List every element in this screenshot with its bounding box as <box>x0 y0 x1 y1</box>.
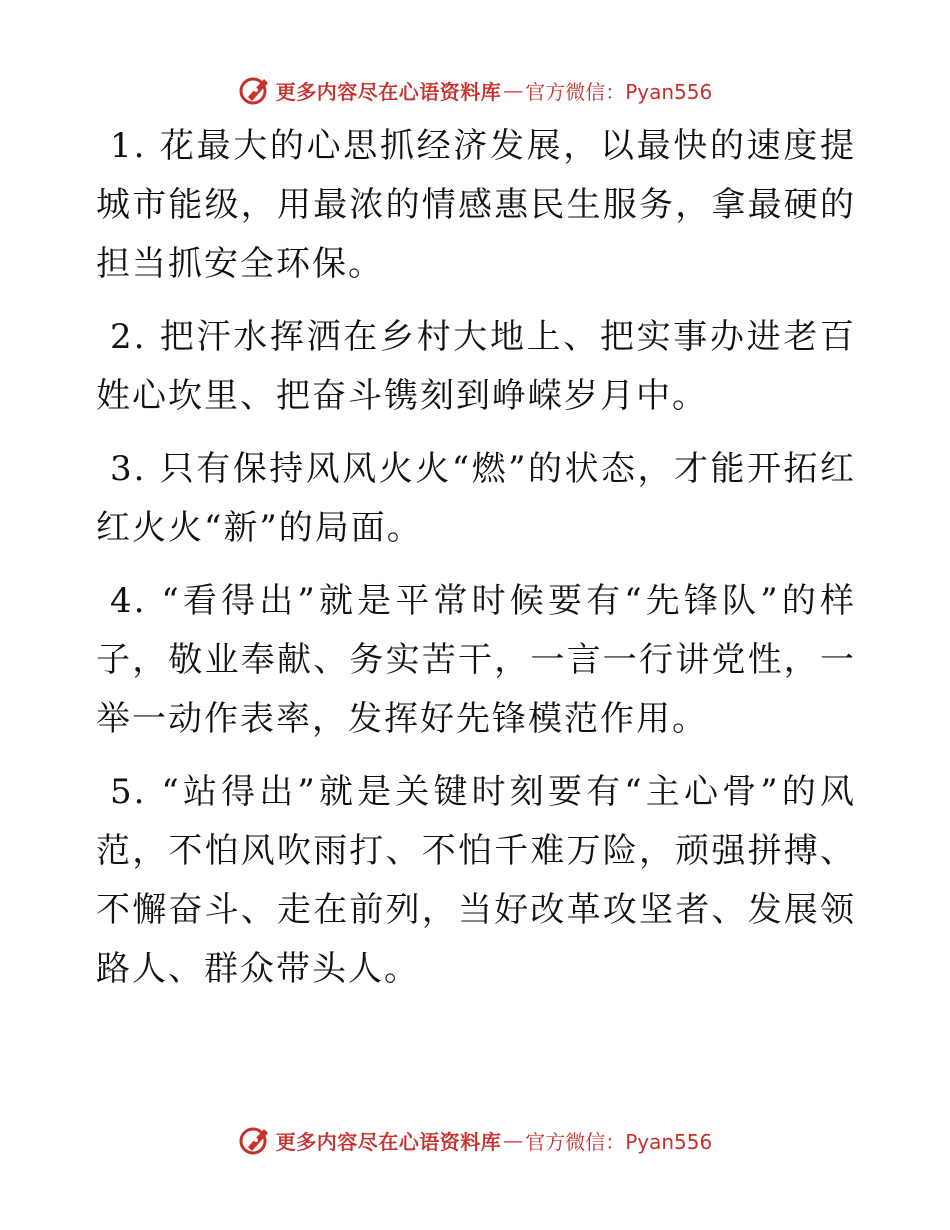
banner-separator: — <box>503 1128 524 1152</box>
header-banner <box>0 70 950 110</box>
paragraph-5: 5. “站得出”就是关键时刻要有“主心骨”的风范，不怕风吹雨打、不怕千难万险，顽强拼搏、不懈奋斗、走在前列，当好改革攻坚者、发展领路人、群众带头人。 <box>96 772 856 989</box>
banner-wechat: 官方微信：Pyan556 <box>525 1129 713 1154</box>
pen-nib-logo-icon <box>238 1123 272 1157</box>
banner-wechat: 官方微信：Pyan556 <box>525 79 713 104</box>
footer-banner <box>0 1120 950 1160</box>
paragraph-4: 4. “看得出”就是平常时候要有“先锋队”的样子，敬业奉献、务实苦干，一言一行讲党性，一举一动作表率，发挥好先锋模范作用。 <box>96 581 856 739</box>
paragraph-3: 3. 只有保持风风火火“燃”的状态，才能开拓红红火火“新”的局面。 <box>96 449 856 548</box>
paragraph-1: 1. 花最大的心思抓经济发展，以最快的速度提城市能级，用最浓的情感惠民生服务，拿最硬的担当抓安全环保。 <box>96 126 856 284</box>
banner-separator: — <box>503 78 524 102</box>
pen-nib-logo-icon <box>238 73 272 107</box>
banner-title: 更多内容尽在心语资料库 <box>275 79 502 104</box>
banner-title: 更多内容尽在心语资料库 <box>275 1129 502 1154</box>
paragraph-2: 2. 把汗水挥洒在乡村大地上、把实事办进老百姓心坎里、把奋斗镌刻到峥嵘岁月中。 <box>96 317 856 416</box>
document-body <box>96 117 856 1013</box>
